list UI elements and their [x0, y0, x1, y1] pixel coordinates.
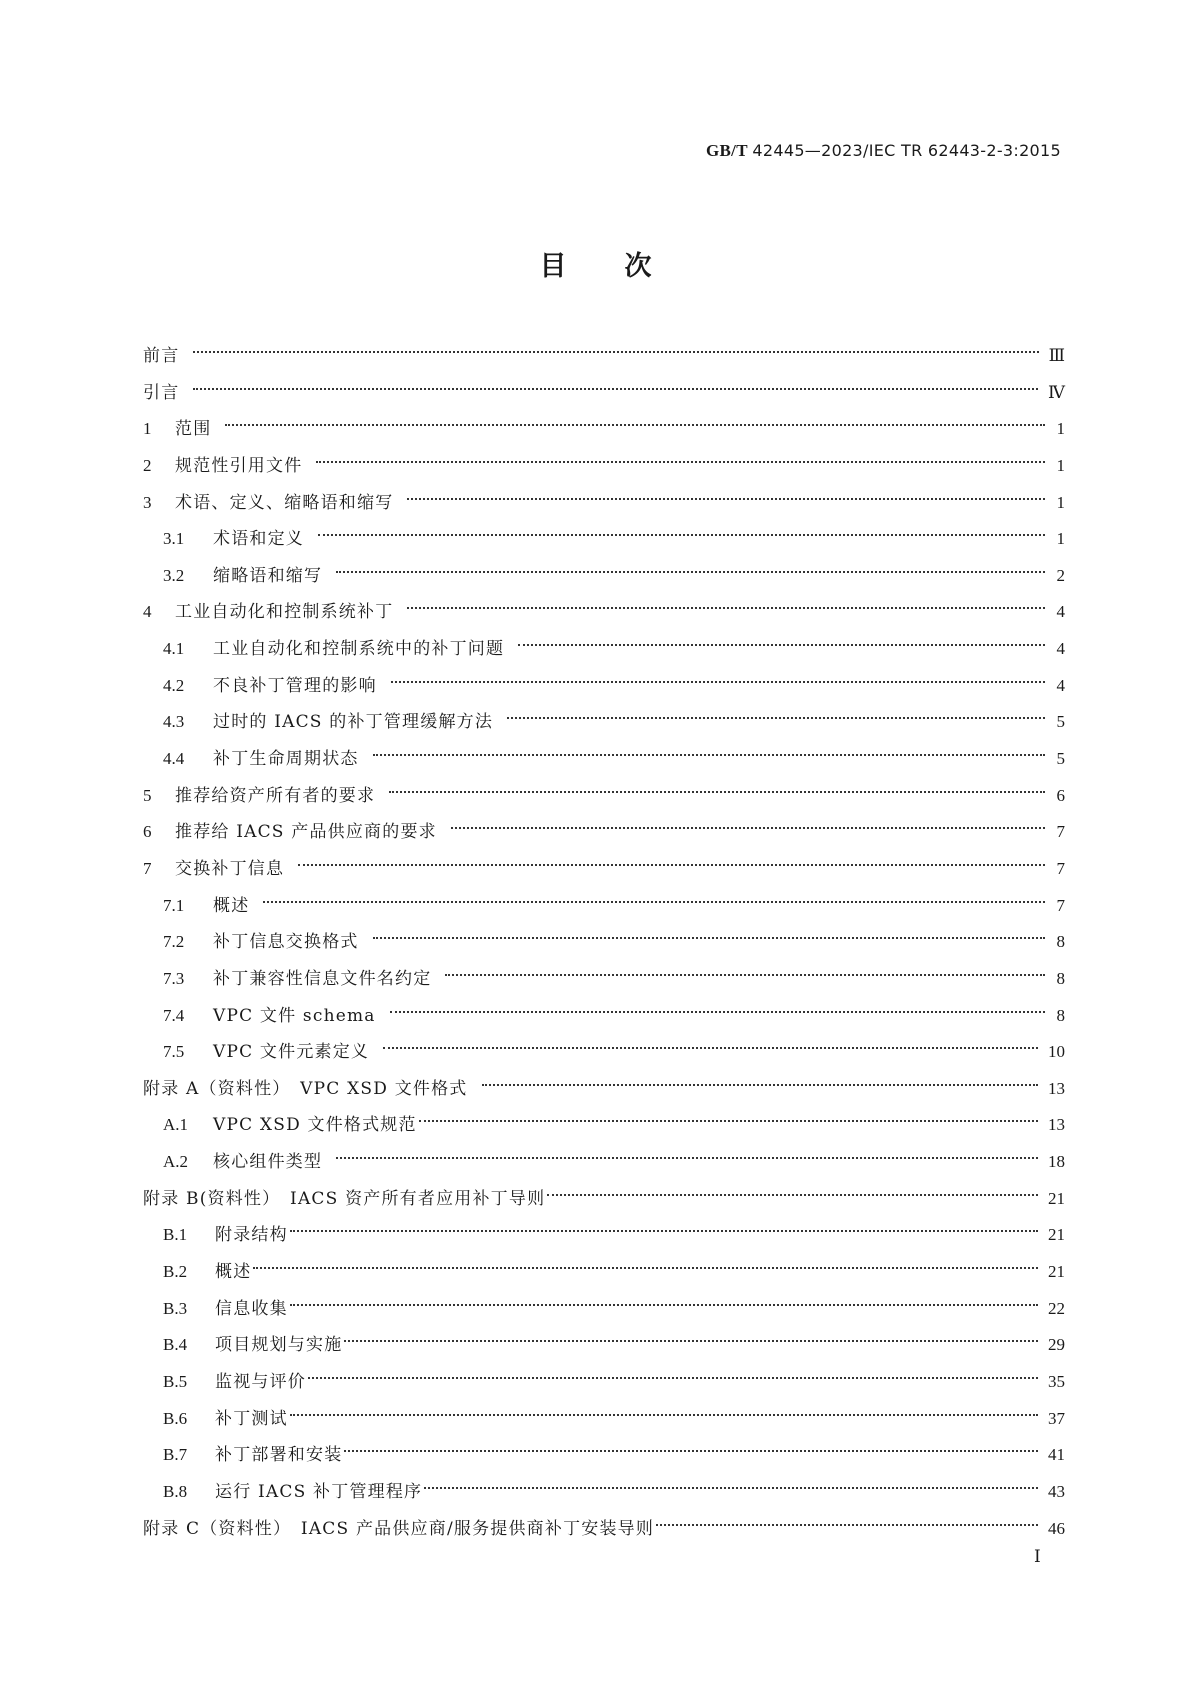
- toc-entry-label: 缩略语和缩写: [213, 565, 323, 586]
- toc-entry-label: 交换补丁信息: [175, 858, 285, 879]
- toc-entry-label: 附录 A（资料性） VPC XSD 文件格式: [143, 1078, 468, 1099]
- toc-leader-dots: [336, 571, 1045, 573]
- toc-entry-page: 21: [1048, 1262, 1065, 1282]
- toc-leader-dots: [373, 754, 1045, 756]
- toc-entry-section-4-1[interactable]: [143, 631, 1065, 668]
- toc-entry-appendix-a-2[interactable]: [143, 1144, 1065, 1181]
- toc-entry-label: 引言: [143, 382, 180, 403]
- toc-leader-dots: [424, 1487, 1038, 1489]
- toc-entry-number: B.6: [163, 1408, 188, 1428]
- toc-leader-dots: [656, 1524, 1038, 1526]
- toc-entry-label: 推荐给 IACS 产品供应商的要求: [175, 822, 437, 843]
- toc-entry-page: 1: [1056, 419, 1065, 439]
- toc-entry-number: B.3: [163, 1298, 188, 1318]
- toc-entry-page: 1: [1056, 529, 1065, 549]
- toc-entry-number: A.1: [163, 1115, 189, 1135]
- toc-entry-section-4-2[interactable]: [143, 668, 1065, 705]
- toc-leader-dots: [318, 534, 1045, 536]
- toc-entry-section-4-4[interactable]: [143, 741, 1065, 778]
- toc-entry-number: A.2: [163, 1152, 189, 1172]
- toc-leader-dots: [290, 1414, 1038, 1416]
- title-char-2: 次: [624, 251, 652, 282]
- toc-entry-section-7-5[interactable]: [143, 1034, 1065, 1071]
- toc-entry-page: 6: [1056, 785, 1065, 805]
- toc-leader-dots: [344, 1340, 1038, 1342]
- toc-entry-label: 工业自动化和控制系统补丁: [175, 602, 394, 623]
- toc-entry-number: 4: [143, 602, 152, 622]
- toc-entry-appendix-b-1[interactable]: [143, 1217, 1065, 1254]
- toc-leader-dots: [308, 1377, 1038, 1379]
- toc-entry-appendix-b-6[interactable]: [143, 1401, 1065, 1438]
- toc-entry-page: 4: [1056, 602, 1065, 622]
- toc-entry-label: 项目规划与实施: [215, 1335, 343, 1356]
- toc-entry-section-7-1[interactable]: [143, 888, 1065, 925]
- toc-entry-page: 7: [1056, 822, 1065, 842]
- toc-entry-number: B.4: [163, 1335, 188, 1355]
- toc-entry-label: 附录结构: [215, 1225, 288, 1246]
- toc-entry-number: 2: [143, 455, 152, 475]
- toc-entry-label: 术语和定义: [213, 529, 304, 550]
- toc-leader-dots: [193, 351, 1038, 353]
- toc-entry-page: 4: [1056, 675, 1065, 695]
- toc-entry-number: B.8: [163, 1481, 188, 1501]
- toc-entry-page: 35: [1048, 1371, 1065, 1391]
- toc-leader-dots: [419, 1120, 1038, 1122]
- toc-leader-dots: [389, 791, 1045, 793]
- toc-entry-label: 规范性引用文件: [175, 455, 303, 476]
- toc-entry-number: B.1: [163, 1225, 188, 1245]
- toc-leader-dots: [336, 1157, 1038, 1159]
- toc-leader-dots: [507, 717, 1045, 719]
- toc-entry-label: 监视与评价: [215, 1371, 306, 1392]
- toc-entry-number: 4.2: [163, 675, 185, 695]
- toc-entry-label: 概述: [213, 895, 250, 916]
- toc-entry-number: 7.2: [163, 932, 185, 952]
- toc-entry-appendix-c[interactable]: [143, 1511, 1065, 1548]
- toc-entry-section-2[interactable]: [143, 448, 1065, 485]
- toc-entry-label: 补丁测试: [215, 1408, 288, 1429]
- toc-entry-number: 1: [143, 419, 152, 439]
- toc-leader-dots: [193, 388, 1038, 390]
- toc-entry-label: VPC 文件 schema: [213, 1005, 376, 1026]
- toc-entry-section-7-3[interactable]: [143, 961, 1065, 998]
- toc-leader-dots: [290, 1304, 1038, 1306]
- toc-leader-dots: [316, 461, 1045, 463]
- toc-entry-page: 8: [1056, 932, 1065, 952]
- toc-entry-label: 推荐给资产所有者的要求: [175, 785, 376, 806]
- toc-leader-dots: [290, 1230, 1038, 1232]
- toc-entry-appendix-b-5[interactable]: [143, 1364, 1065, 1401]
- toc-entry-section-7-4[interactable]: [143, 998, 1065, 1035]
- toc-entry-label: 不良补丁管理的影响: [213, 675, 377, 696]
- toc-leader-dots: [482, 1084, 1039, 1086]
- toc-entry-label: VPC 文件元素定义: [213, 1042, 370, 1063]
- toc-entry-section-6[interactable]: [143, 814, 1065, 851]
- toc-leader-dots: [407, 498, 1045, 500]
- toc-leader-dots: [263, 901, 1045, 903]
- toc-entry-page: 22: [1048, 1298, 1065, 1318]
- toc-entry-number: 7: [143, 858, 152, 878]
- toc-entry-page: 43: [1048, 1481, 1065, 1501]
- toc-entry-page: 37: [1048, 1408, 1065, 1428]
- toc-entry-appendix-b[interactable]: [143, 1181, 1065, 1218]
- toc-leader-dots: [407, 607, 1045, 609]
- toc-entry-introduction[interactable]: [143, 375, 1065, 412]
- toc-entry-label: 附录 C（资料性） IACS 产品供应商/服务提供商补丁安装导则: [143, 1518, 655, 1539]
- toc-entry-appendix-b-7[interactable]: [143, 1437, 1065, 1474]
- toc-entry-label: 范围: [175, 419, 212, 440]
- toc-entry-section-4[interactable]: [143, 594, 1065, 631]
- toc-entry-section-3[interactable]: [143, 485, 1065, 522]
- toc-entry-label: 工业自动化和控制系统中的补丁问题: [213, 639, 505, 660]
- toc-leader-dots: [383, 1047, 1038, 1049]
- toc-entry-appendix-b-3[interactable]: [143, 1291, 1065, 1328]
- toc-entry-appendix-b-8[interactable]: [143, 1474, 1065, 1511]
- toc-entry-section-1[interactable]: [143, 411, 1065, 448]
- toc-entry-number: B.7: [163, 1445, 188, 1465]
- toc-entry-label: 补丁部署和安装: [215, 1445, 343, 1466]
- toc-entry-page: 4: [1056, 639, 1065, 659]
- toc-entry-number: 4.4: [163, 749, 185, 769]
- page-title: [0, 244, 1191, 283]
- toc-entry-appendix-b-2[interactable]: [143, 1254, 1065, 1291]
- toc-leader-dots: [344, 1450, 1038, 1452]
- toc-leader-dots: [451, 827, 1045, 829]
- toc-entry-number: 3: [143, 492, 152, 512]
- toc-entry-page: 21: [1048, 1188, 1065, 1208]
- toc-entry-number: 5: [143, 785, 152, 805]
- toc-entry-page: 13: [1048, 1078, 1065, 1098]
- toc-entry-page: Ⅲ: [1048, 346, 1065, 365]
- toc-leader-dots: [298, 864, 1045, 866]
- standard-prefix: GB/T: [706, 141, 748, 160]
- toc-entry-number: 4.3: [163, 712, 185, 732]
- toc-entry-label: 补丁兼容性信息文件名约定: [213, 968, 432, 989]
- toc-leader-dots: [373, 937, 1045, 939]
- toc-entry-page: 13: [1048, 1115, 1065, 1135]
- toc-entry-page: 2: [1056, 565, 1065, 585]
- toc-entry-number: 7.5: [163, 1042, 185, 1062]
- toc-entry-appendix-a[interactable]: [143, 1071, 1065, 1108]
- toc-leader-dots: [445, 974, 1045, 976]
- toc-entry-label: 术语、定义、缩略语和缩写: [175, 492, 394, 513]
- toc-entry-label: 前言: [143, 346, 180, 366]
- toc-entry-page: 1: [1056, 455, 1065, 475]
- toc-entry-page: 21: [1048, 1225, 1065, 1245]
- toc-entry-page: Ⅳ: [1048, 382, 1065, 402]
- toc-leader-dots: [518, 644, 1045, 646]
- page-number: Ⅰ: [1034, 1547, 1041, 1566]
- toc-entry-page: 18: [1048, 1152, 1065, 1172]
- standard-number: 42445—2023/IEC TR 62443-2-3:2015: [752, 141, 1061, 160]
- toc-entry-label: 核心组件类型: [213, 1152, 323, 1173]
- toc-leader-dots: [547, 1194, 1038, 1196]
- toc-entry-number: 4.1: [163, 639, 185, 659]
- toc-entry-number: 3.2: [163, 565, 185, 585]
- toc-entry-page: 7: [1056, 858, 1065, 878]
- toc-entry-page: 1: [1056, 492, 1065, 512]
- toc-entry-label: 附录 B(资料性） IACS 资产所有者应用补丁导则: [143, 1188, 546, 1209]
- toc-entry-label: 信息收集: [215, 1298, 288, 1319]
- toc-entry-page: 46: [1048, 1518, 1065, 1538]
- toc-entry-page: 8: [1056, 1005, 1065, 1025]
- table-of-contents: [143, 338, 1065, 1547]
- toc-entry-label: 过时的 IACS 的补丁管理缓解方法: [213, 712, 494, 733]
- toc-entry-section-3-1[interactable]: [143, 521, 1065, 558]
- toc-entry-page: 8: [1056, 968, 1065, 988]
- toc-entry-label: VPC XSD 文件格式规范: [213, 1115, 417, 1136]
- toc-entry-section-5[interactable]: [143, 778, 1065, 815]
- toc-entry-appendix-a-1[interactable]: [143, 1107, 1065, 1144]
- toc-leader-dots: [225, 424, 1045, 426]
- toc-entry-number: B.5: [163, 1371, 188, 1391]
- toc-entry-section-7[interactable]: [143, 851, 1065, 888]
- toc-entry-number: 7.4: [163, 1005, 185, 1025]
- toc-entry-label: 补丁生命周期状态: [213, 749, 359, 770]
- toc-entry-page: 10: [1048, 1042, 1065, 1062]
- toc-leader-dots: [391, 681, 1045, 683]
- toc-entry-page: 7: [1056, 895, 1065, 915]
- toc-entry-number: 6: [143, 822, 152, 842]
- title-char-1: 目: [539, 251, 567, 282]
- toc-entry-appendix-b-4[interactable]: [143, 1327, 1065, 1364]
- toc-entry-label: 概述: [215, 1262, 252, 1283]
- toc-entry-number: 3.1: [163, 529, 185, 549]
- toc-leader-dots: [253, 1267, 1038, 1269]
- toc-entry-label: 补丁信息交换格式: [213, 932, 359, 953]
- standard-number-header: [706, 141, 1061, 161]
- toc-entry-page: 29: [1048, 1335, 1065, 1355]
- toc-entry-number: 7.1: [163, 895, 185, 915]
- toc-entry-page: 5: [1056, 712, 1065, 732]
- toc-entry-section-3-2[interactable]: [143, 558, 1065, 595]
- toc-entry-page: 5: [1056, 749, 1065, 769]
- toc-entry-foreword[interactable]: [143, 338, 1065, 375]
- toc-entry-label: 运行 IACS 补丁管理程序: [215, 1481, 423, 1502]
- toc-leader-dots: [390, 1011, 1045, 1013]
- toc-entry-number: 7.3: [163, 968, 185, 988]
- toc-entry-section-7-2[interactable]: [143, 924, 1065, 961]
- toc-entry-page: 41: [1048, 1445, 1065, 1465]
- toc-entry-section-4-3[interactable]: [143, 704, 1065, 741]
- toc-entry-number: B.2: [163, 1262, 188, 1282]
